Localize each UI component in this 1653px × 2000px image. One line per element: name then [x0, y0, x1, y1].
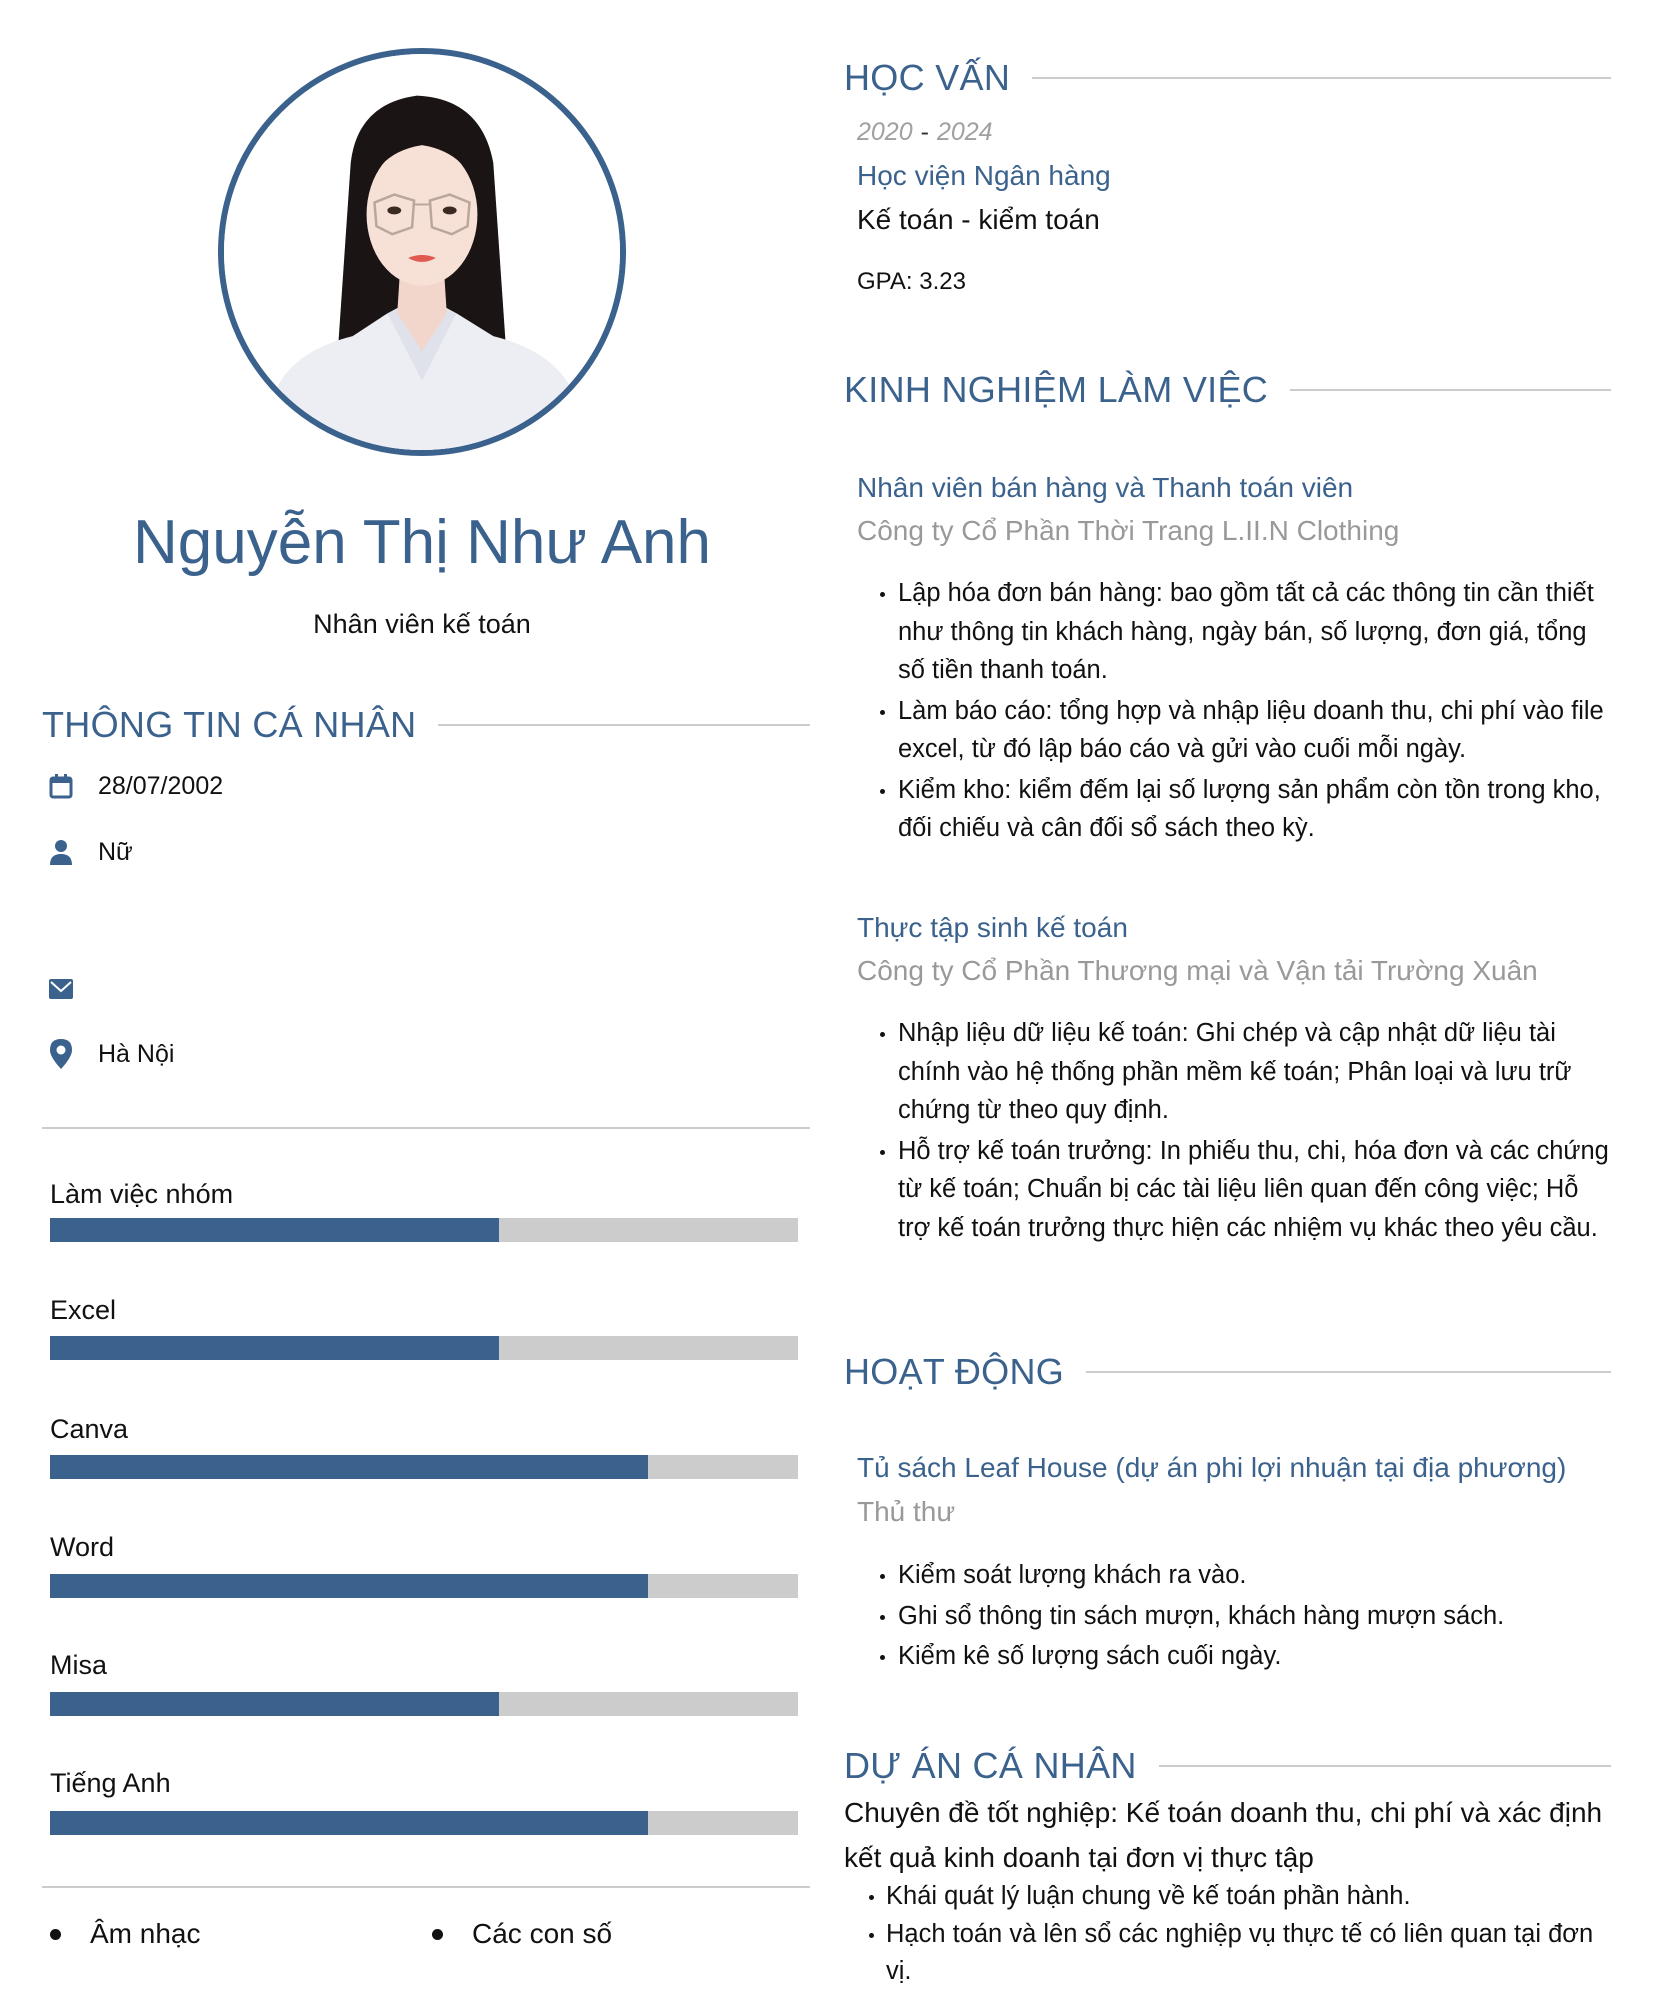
- company-name: Công ty Cổ Phần Thời Trang L.II.N Clothing: [857, 515, 1400, 546]
- section-rule: [438, 724, 810, 726]
- bullet-item: Làm báo cáo: tổng hợp và nhập liệu doanh thu, chi phí vào file excel, từ đó lập báo cáo và gửi vào cuối mỗi ngày.: [876, 692, 1616, 769]
- bullet-item: Hỗ trợ kế toán trưởng: In phiếu thu, chi, hóa đơn và các chứng từ kế toán; Chuẩn bị các tài liệu liên quan đến công việc; Hỗ trợ kế toán trưởng thực hiện các nhiệm vụ khác theo yêu cầu.: [876, 1132, 1616, 1248]
- education-years: [857, 120, 993, 145]
- skill-bar: [50, 1692, 798, 1716]
- skill-label: Canva: [50, 1414, 129, 1444]
- interest-item: [432, 1920, 612, 1948]
- bullet-item: Kiểm kho: kiểm đếm lại số lượng sản phẩm còn tồn trong kho, đối chiếu và cân đối sổ sách theo kỳ.: [876, 771, 1616, 848]
- avatar-photo: [224, 54, 620, 450]
- skill-label: Misa: [50, 1650, 108, 1680]
- skill-bar: [50, 1455, 798, 1479]
- skill-label: Word: [50, 1532, 115, 1562]
- start-year: 2020: [857, 118, 913, 146]
- skill-label: Làm việc nhóm: [50, 1179, 234, 1209]
- candidate-name: Nguyễn Thị Như Anh: [132, 508, 712, 577]
- activity-title: Tủ sách Leaf House (dự án phi lợi nhuận tại địa phương): [857, 1452, 1567, 1483]
- bullet-item: Kiểm soát lượng khách ra vào.: [876, 1556, 1616, 1595]
- interest-item: [50, 1920, 201, 1948]
- year-separator: -: [920, 118, 929, 146]
- job-title: Nhân viên bán hàng và Thanh toán viên: [857, 472, 1354, 503]
- skill-bar-fill: [50, 1218, 499, 1242]
- skill-bar-fill: [50, 1811, 648, 1835]
- bullet-item: Ghi sổ thông tin sách mượn, khách hàng mượn sách.: [876, 1597, 1616, 1636]
- section-rule: [1290, 389, 1611, 391]
- skill-bar-fill: [50, 1336, 499, 1360]
- gpa: GPA: 3.23: [857, 268, 966, 295]
- education-heading: [844, 57, 1611, 98]
- bullet-item: Nhập liệu dữ liệu kế toán: Ghi chép và cập nhật dữ liệu tài chính vào hệ thống phần mềm kế toán; Phân loại và lưu trữ chứng từ theo quy định.: [876, 1014, 1616, 1130]
- skill-bar-fill: [50, 1455, 648, 1479]
- job-title: Thực tập sinh kế toán: [857, 912, 1128, 943]
- section-rule: [1159, 1765, 1611, 1767]
- experience-heading: [844, 369, 1611, 410]
- personal-info-heading: [42, 704, 810, 745]
- section-rule: [1086, 1371, 1611, 1373]
- skill-bar: [50, 1218, 798, 1242]
- user-icon: [48, 838, 74, 866]
- activities-heading: [844, 1351, 1611, 1392]
- divider: [42, 1886, 810, 1888]
- skill-label: Tiếng Anh: [50, 1768, 171, 1798]
- email-icon: [48, 975, 74, 1003]
- section-title: KINH NGHIỆM LÀM VIỆC: [844, 369, 1269, 410]
- skill-bar: [50, 1811, 798, 1835]
- end-year: 2024: [936, 118, 993, 146]
- map-pin-icon: [48, 1040, 74, 1068]
- section-title: HOẠT ĐỘNG: [844, 1351, 1065, 1392]
- info-row-gender: [48, 838, 133, 866]
- interest-label: Các con số: [472, 1918, 613, 1949]
- info-row-email: [48, 975, 98, 1003]
- interest-label: Âm nhạc: [90, 1918, 201, 1949]
- skill-label: Excel: [50, 1295, 117, 1325]
- project-description: Chuyên đề tốt nghiệp: Kế toán doanh thu, chi phí và xác định kết quả kinh doanh tại đơn vị thực tập: [844, 1797, 1603, 1873]
- calendar-icon: [48, 772, 74, 800]
- gender-value: Nữ: [98, 837, 133, 866]
- company-name: Công ty Cổ Phần Thương mại và Vận tải Trường Xuân: [857, 955, 1538, 986]
- section-rule: [1032, 77, 1611, 79]
- skill-bar: [50, 1574, 798, 1598]
- bullet-item: Khái quát lý luận chung về kế toán phần hành.: [866, 1878, 1616, 1916]
- major: Kế toán - kiểm toán: [857, 204, 1100, 235]
- skill-bar-fill: [50, 1574, 648, 1598]
- section-title: THÔNG TIN CÁ NHÂN: [42, 704, 417, 745]
- bullet-item: Lập hóa đơn bán hàng: bao gồm tất cả các thông tin cần thiết như thông tin khách hàng, ngày bán, số lượng, đơn giá, tổng số tiền thanh toán.: [876, 574, 1616, 690]
- section-title: HỌC VẤN: [844, 57, 1011, 98]
- info-row-birthdate: [48, 772, 223, 800]
- job-bullets: [876, 1014, 1616, 1247]
- skill-bar: [50, 1336, 798, 1360]
- info-row-address: [48, 1040, 174, 1068]
- skill-bar-fill: [50, 1692, 499, 1716]
- job-bullets: [876, 574, 1616, 848]
- bullet-icon: [50, 1929, 61, 1940]
- projects-heading: [844, 1745, 1611, 1786]
- activity-role: Thủ thư: [857, 1496, 956, 1527]
- activity-bullets: [876, 1556, 1616, 1676]
- job-title: Nhân viên kế toán: [313, 609, 531, 639]
- birthdate-value: 28/07/2002: [98, 771, 224, 800]
- divider: [42, 1127, 810, 1129]
- school-name: Học viện Ngân hàng: [857, 160, 1111, 191]
- project-bullets: [866, 1878, 1616, 1991]
- section-title: DỰ ÁN CÁ NHÂN: [844, 1745, 1137, 1786]
- bullet-item: Hạch toán và lên sổ các nghiệp vụ thực tế có liên quan tại đơn vị.: [866, 1916, 1616, 1991]
- address-value: Hà Nội: [98, 1039, 175, 1068]
- bullet-icon: [432, 1929, 443, 1940]
- bullet-item: Kiểm kê số lượng sách cuối ngày.: [876, 1637, 1616, 1676]
- avatar: [218, 48, 626, 456]
